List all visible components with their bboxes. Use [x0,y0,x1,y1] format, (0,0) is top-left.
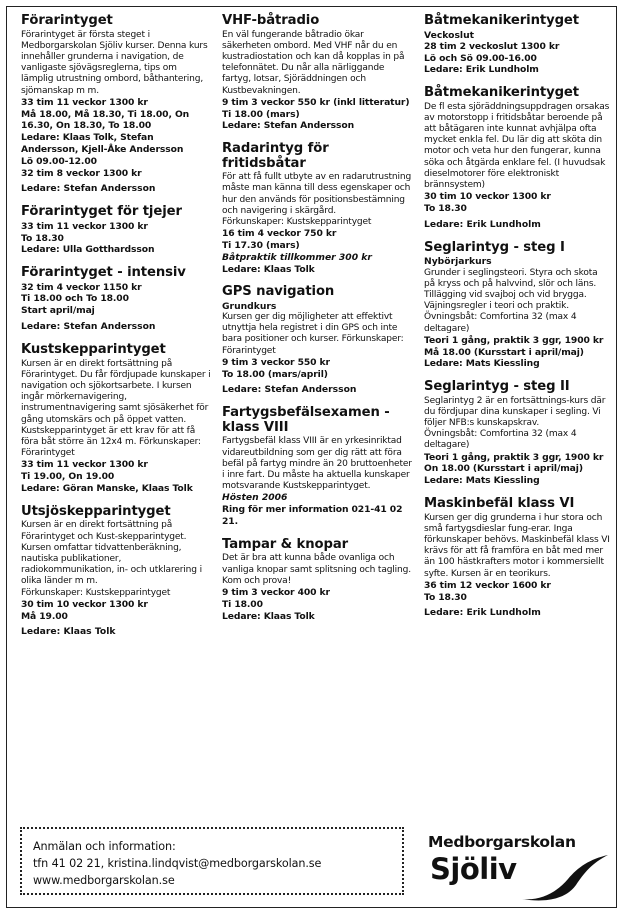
column-1 [21,14,211,648]
contact-phone-email[interactable]: tfn 41 02 21, kristina.lindqvist@medborgarskolan.se [33,857,322,870]
logo-line-2: Sjöliv [430,852,517,886]
course-description: Övningsbåt: Comfortina 32 (max 4 deltagare) [424,429,577,451]
course-detail: Ledare: Klaas Tolk [222,263,315,275]
course-detail: Lö och Sö 09.00-16.00 [424,52,537,64]
course-detail: Ledare: Klaas Tolk [222,610,315,622]
course-detail: Ring för mer information 021-41 02 21. [222,504,403,528]
course-description: Det är bra att kunna både ovanliga och vanliga knopar samt splitsning och tagling. Kom och prova! [222,553,411,586]
contact-heading: Anmälan och information: [33,840,176,853]
course-description: Kursen är en direkt fortsättning på Förarintyget. Du får fördjupade kunskaper i navigation och sjökortsarbete. I kursen ingår mörkernavigering, instrumentnavigering samt sjösäkerhet för gång utomskärs och på öppet vatten. Kustskepparintyget är ett krav för att få föra båt större än 12x4 m. Förkunskaper: Förarintyget [21,358,211,459]
course-description: Förkunskaper: Kustskepparintyget [21,587,171,598]
course-description: Förkunskaper: Kustskepparintyget [222,216,372,227]
course-detail: To 18.00 (mars/april) [222,368,328,380]
course-leader: Ledare: Klaas Tolk [21,626,116,638]
course-detail: 30 tim 10 veckor 1300 kr [424,191,551,203]
course-utsjoskepparintyget [21,505,211,639]
contact-website[interactable]: www.medborgarskolan.se [33,874,175,887]
course-forarintyget-intensiv [21,266,211,333]
course-detail: 9 tim 3 veckor 550 kr (inkl litteratur) [222,96,410,108]
course-detail: To 18.30 [424,203,467,215]
course-detail: 9 tim 3 veckor 400 kr [222,586,330,598]
course-detail: 28 tim 2 veckoslut 1300 kr [424,40,560,52]
course-title: GPS navigation [222,284,335,300]
course-leader: Ledare: Stefan Andersson [222,384,357,396]
course-description: Övningsbåt: Comfortina 32 (max 4 deltagare) [424,312,577,334]
course-detail: Ledare: Mats Kiessling [424,475,540,487]
course-vhf-batradio [222,14,412,132]
course-forarintyget [21,14,211,195]
logo-line-1: Medborgarskolan [428,833,576,851]
course-detail: Ledare: Mats Kiessling [424,358,540,370]
course-detail: 9 tim 3 veckor 550 kr [222,356,330,368]
course-detail: 16 tim 4 veckor 750 kr [222,228,337,240]
course-detail: On 18.00 (Kursstart i april/maj) [424,463,583,475]
course-leader: Ledare: Stefan Andersson [21,321,156,333]
course-title: Båtmekanikerintyget [424,13,579,28]
course-subtitle: Veckoslut [424,29,475,41]
course-detail: Teori 1 gång, praktik 3 ggr, 1900 kr [424,334,604,346]
course-leader: Ledare: Erik Lundholm [424,607,541,619]
course-detail: Ledare: Ulla Gotthardsson [21,244,155,256]
course-description: Kursen ger dig grunderna i hur stora och små fartygsdieslar fung-erar. Inga förkunskaper behövs. Maskinbefäl klass VI krävs för att få framföra en båt med mer än 100 hästkrafters motor i kommersiellt syfte. Kursen är en teorikurs. [424,512,610,579]
course-title: Utsjöskepparintyget [21,503,171,519]
course-detail: Ledare: Göran Manske, Klaas Tolk [21,483,193,494]
course-gps-navigation [222,285,412,396]
course-title: Seglarintyg - steg I [424,239,565,255]
course-detail: Må 19.00 [21,610,68,622]
course-batmekanikerintyget [424,14,610,76]
course-detail: Lö 09.00-12.00 [21,155,97,167]
course-detail: Må 18.00 (Kursstart i april/maj) [424,346,584,358]
course-subtitle: Grundkurs [222,300,277,312]
column-2 [222,14,412,632]
course-detail: Ledare: Erik Lundholm [424,64,539,76]
course-fartygsbefalsexamen-klass-viii [222,406,412,527]
course-batmekanikerintyget [424,86,610,231]
course-title: Maskinbefäl klass VI [424,496,575,512]
course-description: Kursen ger dig möjligheter att effektivt utnyttja hela registret i din GPS och inte bara positioner och kurser. Förkunskaper: Förarintyget [222,312,404,356]
course-detail: Teori 1 gång, praktik 3 ggr, 1900 kr [424,451,604,463]
course-title: Förarintyget för tjejer [21,204,182,220]
course-detail: 30 tim 10 veckor 1300 kr [21,598,148,610]
medborgarskolan-sjoliv-logo [426,833,612,903]
course-detail: Ti 18.00 och To 18.00 [21,293,129,305]
course-leader: Ledare: Erik Lundholm [424,218,541,230]
course-description: Grunder i seglingsteori. Styra och skota på kryss och på halvvind, slör och läns. Tillägging vid svajboj och vid brygga. Väjningsregler i teori och praktik. [424,267,598,312]
course-title: Fartygsbefälsexamen - klass VIII [222,405,390,435]
course-title: Kustskepparintyget [21,342,166,358]
course-description: Kursen är en direkt fortsättning på Förarintyget och Kust-skepparintyget. Kursen omfattar tidvattenberäkning, nautiska publikationer, radiokommunikation, in- och utklarering i olika länder m m. [21,520,202,587]
course-detail: Ledare: Klaas Tolk, Stefan Andersson, Kjell-Åke Andersson [21,132,184,155]
course-seglarintyg-steg-ii [424,380,610,487]
course-detail: Må 18.00, Må 18.30, Ti 18.00, On 16.30, On 18.30, To 18.00 [21,108,190,132]
course-subtitle: Nybörjarkurs [424,256,492,268]
course-title: Förarintyget [21,13,113,28]
course-detail: 32 tim 4 veckor 1150 kr [21,281,142,293]
course-detail: 33 tim 11 veckor 1300 kr [21,96,148,108]
course-description: Seglarintyg 2 är en fortsättnings-kurs där du fördjupar dina kunskaper i segling. Vi följer NFB:s kunskapskrav. [424,395,606,429]
course-description: En väl fungerande båtradio ökar säkerheten ombord. Med VHF når du en kustradiostation och kan då kopplas in på telefonnätet. Du når alla närliggande fartyg, lotsar, Sjöräddningen och Kustbevakningen. [222,29,405,96]
course-title: Förarintyget - intensiv [21,265,186,281]
course-title: Tampar & knopar [222,536,349,552]
course-title: Seglarintyg - steg II [424,379,570,395]
course-tampar-knopar [222,538,412,623]
course-note: Båtpraktik tillkommer 300 kr [222,251,372,263]
course-title: VHF-båtradio [222,13,320,28]
swoosh-icon [520,853,610,903]
course-forarintyget-for-tjejer [21,205,211,256]
course-maskinbefal-klass-vi [424,497,610,619]
course-radarintyg-for-fritidsbatar [222,142,412,275]
course-detail: 33 tim 11 veckor 1300 kr [21,459,148,471]
course-detail: Ti 18.00 (mars) [222,108,300,120]
course-kustskepparintyget [21,343,211,495]
course-description: De fl esta sjöräddningsuppdragen orsakas av motorstopp i fritidsbåtar beroende på att båtägaren inte kunnat avhjälpa ofta mycket enkla fel. Du lär dig att sköta din motor och veta hur den fungerar, kunna söka och åtgärda enklare fel. (I huvudsak dieselmotorer före elektroniskt brännsystem) [424,101,610,191]
course-detail: 36 tim 12 veckor 1600 kr [424,579,551,591]
course-detail: Start april/maj [21,305,95,317]
course-detail: To 18.30 [424,591,467,603]
course-detail: 32 tim 8 veckor 1300 kr [21,167,142,179]
course-detail: Ti 17.30 (mars) [222,239,300,251]
course-note: Hösten 2006 [222,492,288,504]
course-detail: Ti 18.00 [222,598,263,610]
course-detail: 33 tim 11 veckor 1300 kr [21,220,148,232]
course-seglarintyg-steg-i [424,241,610,370]
course-leader: Ledare: Stefan Andersson [21,183,156,195]
course-description: Förarintyget är första steget i Medborgarskolan Sjöliv kurser. Denna kurs innehåller grunderna i navigation, de vanligaste sjövägsreglerna, tips om lämplig utrustning ombord, båthantering, sjömanskap m m. [21,29,208,96]
contact-box [20,827,404,895]
course-detail: Ti 19.00, On 19.00 [21,471,115,483]
course-detail: Ledare: Stefan Andersson [222,120,355,132]
course-detail: To 18.30 [21,232,64,244]
course-title: Radarintyg för fritidsbåtar [222,141,329,171]
course-description: För att få fullt utbyte av en radarutrustning måste man känna till dess egenskaper och hur den används för positionsbestämning och navigering i skärgård. [222,172,412,216]
course-description: Fartygsbefäl klass VIII är en yrkesinriktad vidareutbildning som ger dig rätt att föra befäl på fartyg mindre än 20 bruttoenheter i inre fart. Du måste ha aktuella kunskaper motsvarande Kustskepparintyget. [222,436,412,492]
course-title: Båtmekanikerintyget [424,85,579,101]
column-3 [424,14,610,629]
